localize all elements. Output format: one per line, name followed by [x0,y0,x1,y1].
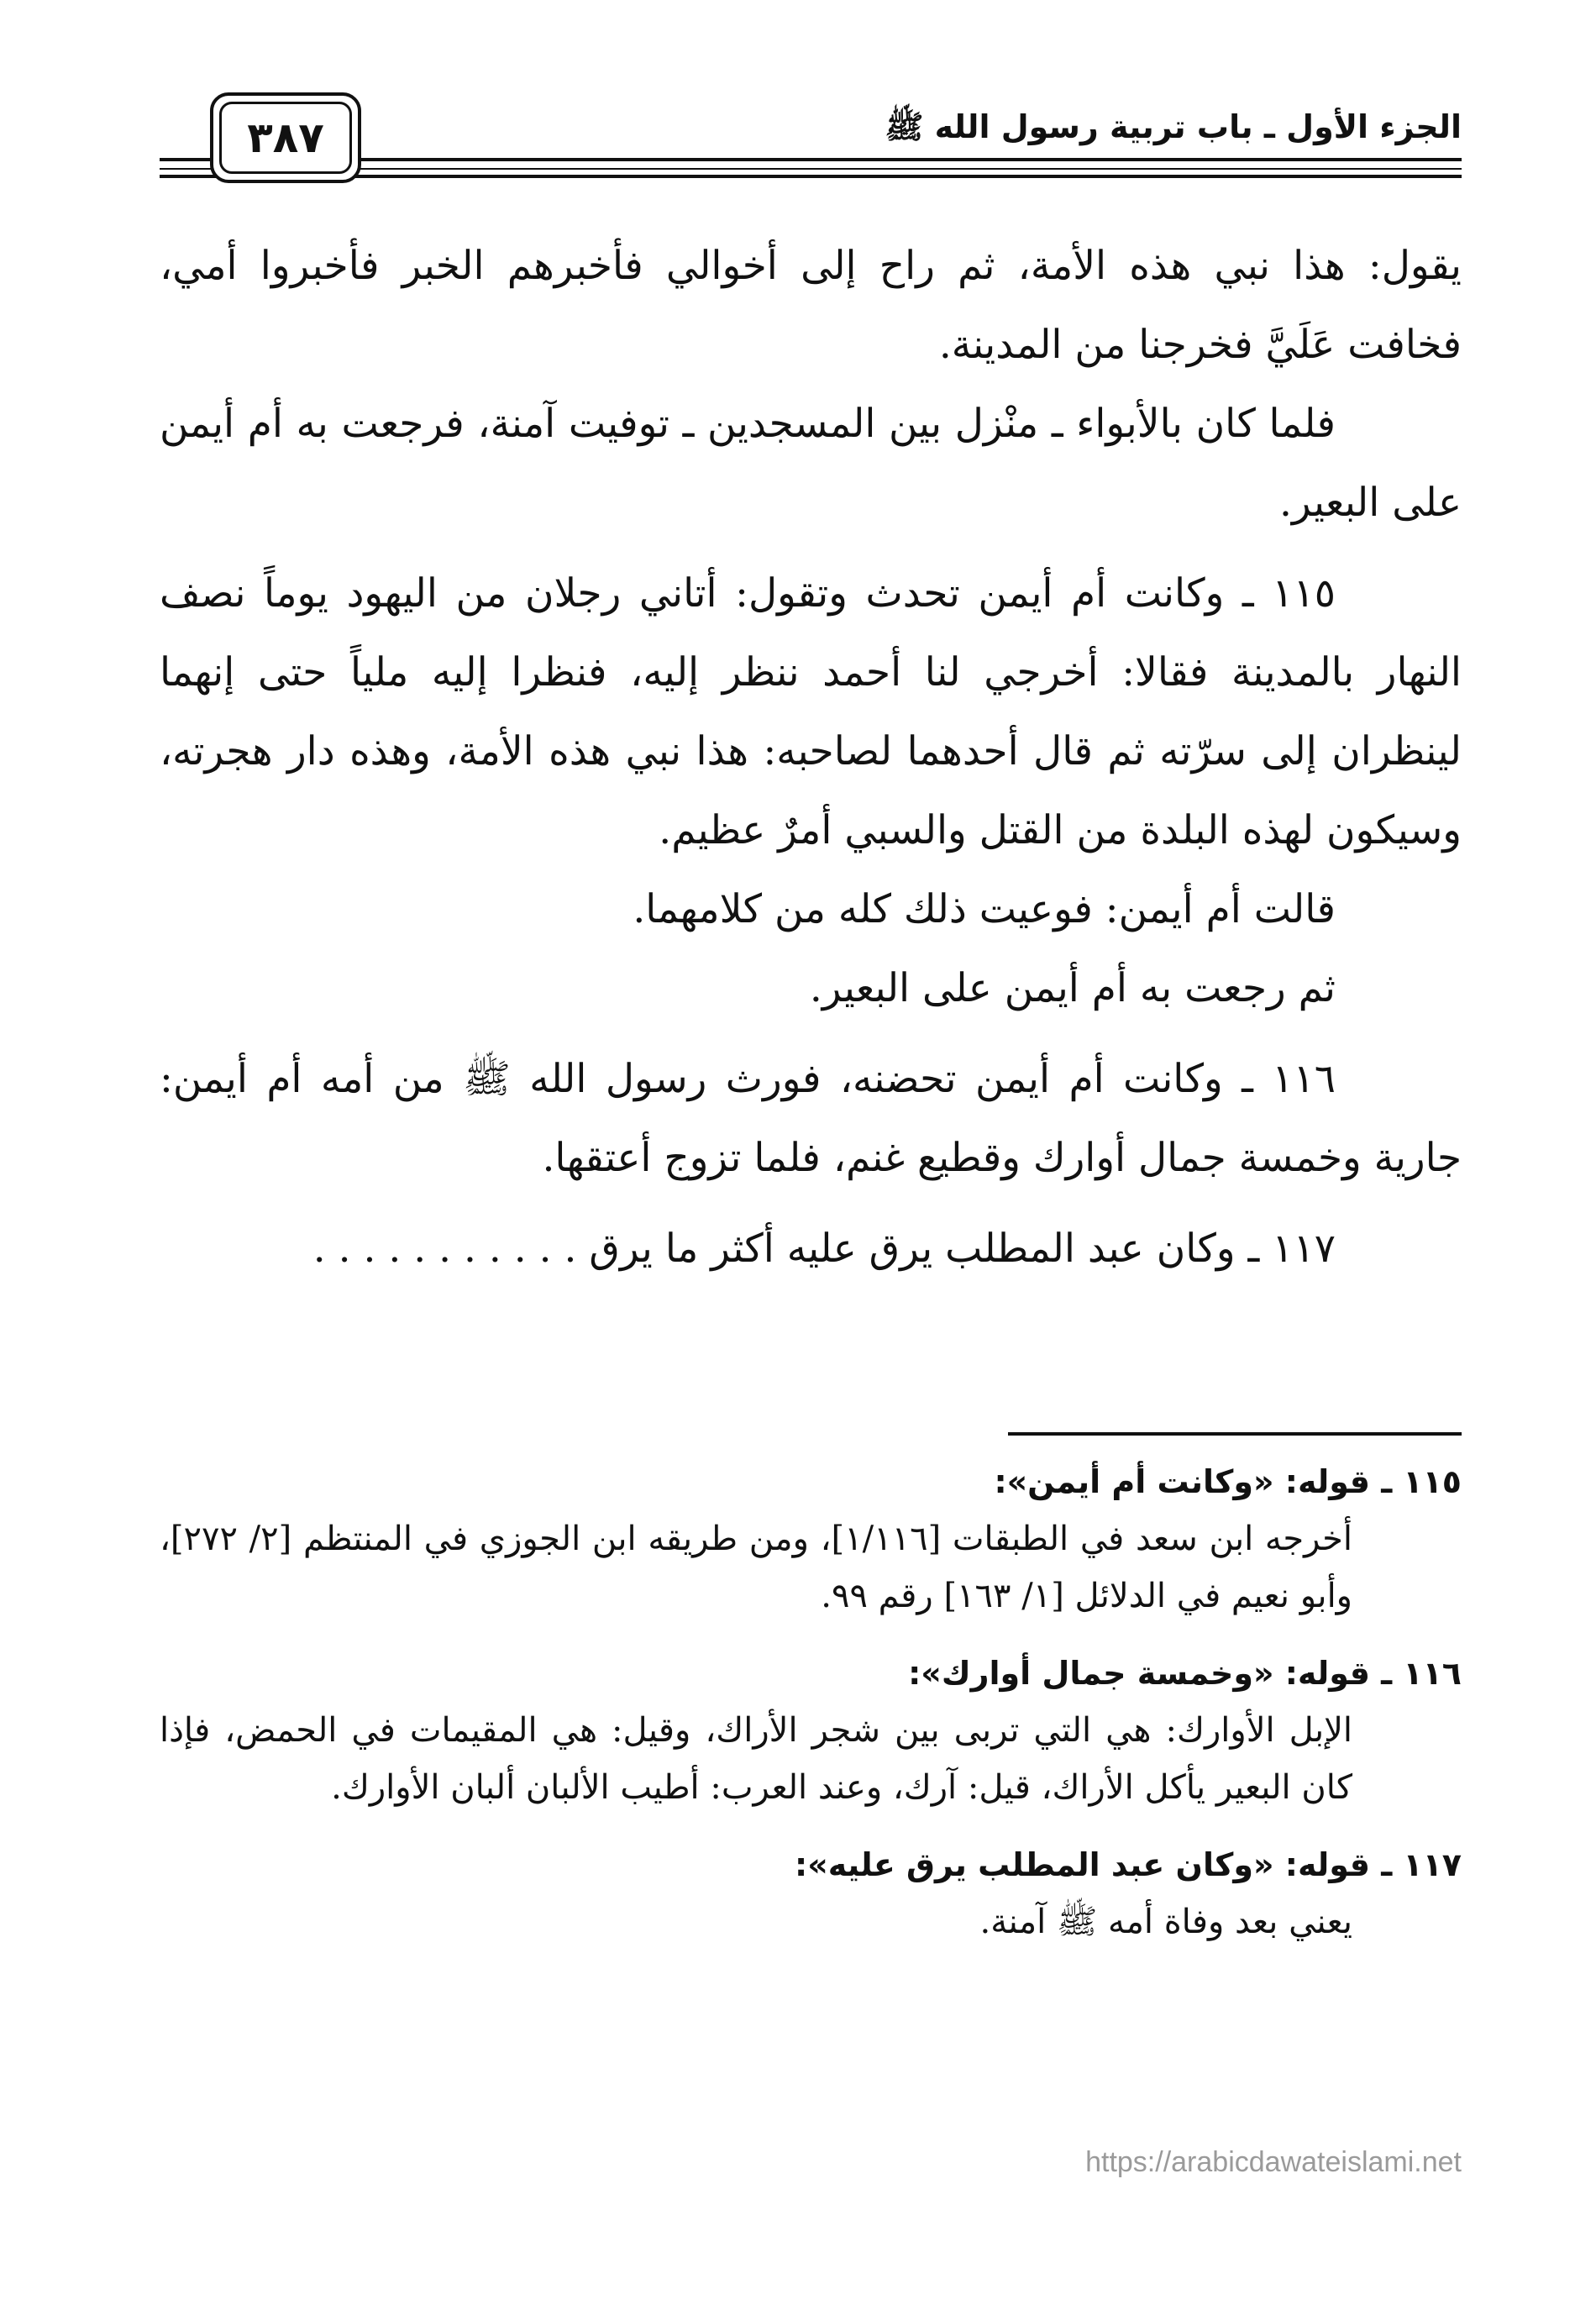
footnote-116 [160,1645,1462,1816]
main-text [160,227,1462,1289]
paragraph-115: ١١٥ ـ وكانت أم أيمن تحدث وتقول: أتاني رجلان من اليهود يوماً نصف النهار بالمدينة فقالا: أخرجي لنا أحمد ننظر إليه، فنظرا إليه ملياً حتى إنهما لينظران إلى سرّته ثم قال أحدهما لصاحبه: هذا نبي هذه الأمة، وهذه دار هجرته، وسيكون لهذه البلدة من القتل والسبي أمرٌ عظيم. [160,570,1462,853]
paragraph: فلما كان بالأبواء ـ منْزل بين المسجدين ـ توفيت آمنة، فرجعت به أم أيمن على البعير. [160,401,1462,526]
paragraph-116: ١١٦ ـ وكانت أم أيمن تحضنه، فورث رسول الله ﷺ من أمه أم أيمن: جارية وخمسة جمال أوارك وقطيع غنم، فلما تزوج أعتقها. [160,1056,1462,1181]
page-header [160,92,1462,193]
running-title: الجزء الأول ـ باب تربية رسول الله ﷺ [885,108,1462,145]
watermark-url: https://arabicdawateislami.net [1085,2146,1462,2178]
footnote-heading: ١١٧ ـ قوله: «وكان عبد المطلب يرق عليه»: [795,1846,1462,1883]
paragraph: يقول: هذا نبي هذه الأمة، ثم راح إلى أخوالي فأخبرهم الخبر فأخبروا أمي، فخافت عَلَيَّ فخرجنا من المدينة. [160,243,1462,368]
footnote-text: يعني بعد وفاة أمه ﷺ آمنة. [979,1903,1352,1941]
footnote-separator [1008,1432,1462,1436]
footnote-heading: ١١٦ ـ قوله: «وخمسة جمال أوارك»: [908,1655,1462,1692]
footnotes [160,1453,1462,1971]
page-number: ٣٨٧ [219,102,352,174]
paragraph: ثم رجعت به أم أيمن على البعير. [809,965,1336,1011]
footnote-text: أخرجه ابن سعد في الطبقات [١/١١٦]، ومن طريقه ابن الجوزي في المنتظم [٢/ ٢٧٢]، وأبو نعيم في الدلائل [١/ ١٦٣] رقم ٩٩. [160,1520,1352,1615]
paragraph-117: ١١٧ ـ وكان عبد المطلب يرق عليه أكثر ما يرق . . . . . . . . . . . [312,1226,1336,1272]
footnote-115 [160,1453,1462,1625]
page-number-badge [210,92,361,183]
paragraph: قالت أم أيمن: فوعيت ذلك كله من كلامهما. [633,886,1336,932]
footnote-117 [160,1836,1462,1950]
footnote-text: الإبل الأوارك: هي التي تربى بين شجر الأراك، وقيل: هي المقيمات في الحمض، فإذا كان البعير يأكل الأراك، قيل: آرك، وعند العرب: أطيب الألبان ألبان الأوارك. [160,1711,1352,1807]
footnote-heading: ١١٥ ـ قوله: «وكانت أم أيمن»: [994,1463,1462,1500]
